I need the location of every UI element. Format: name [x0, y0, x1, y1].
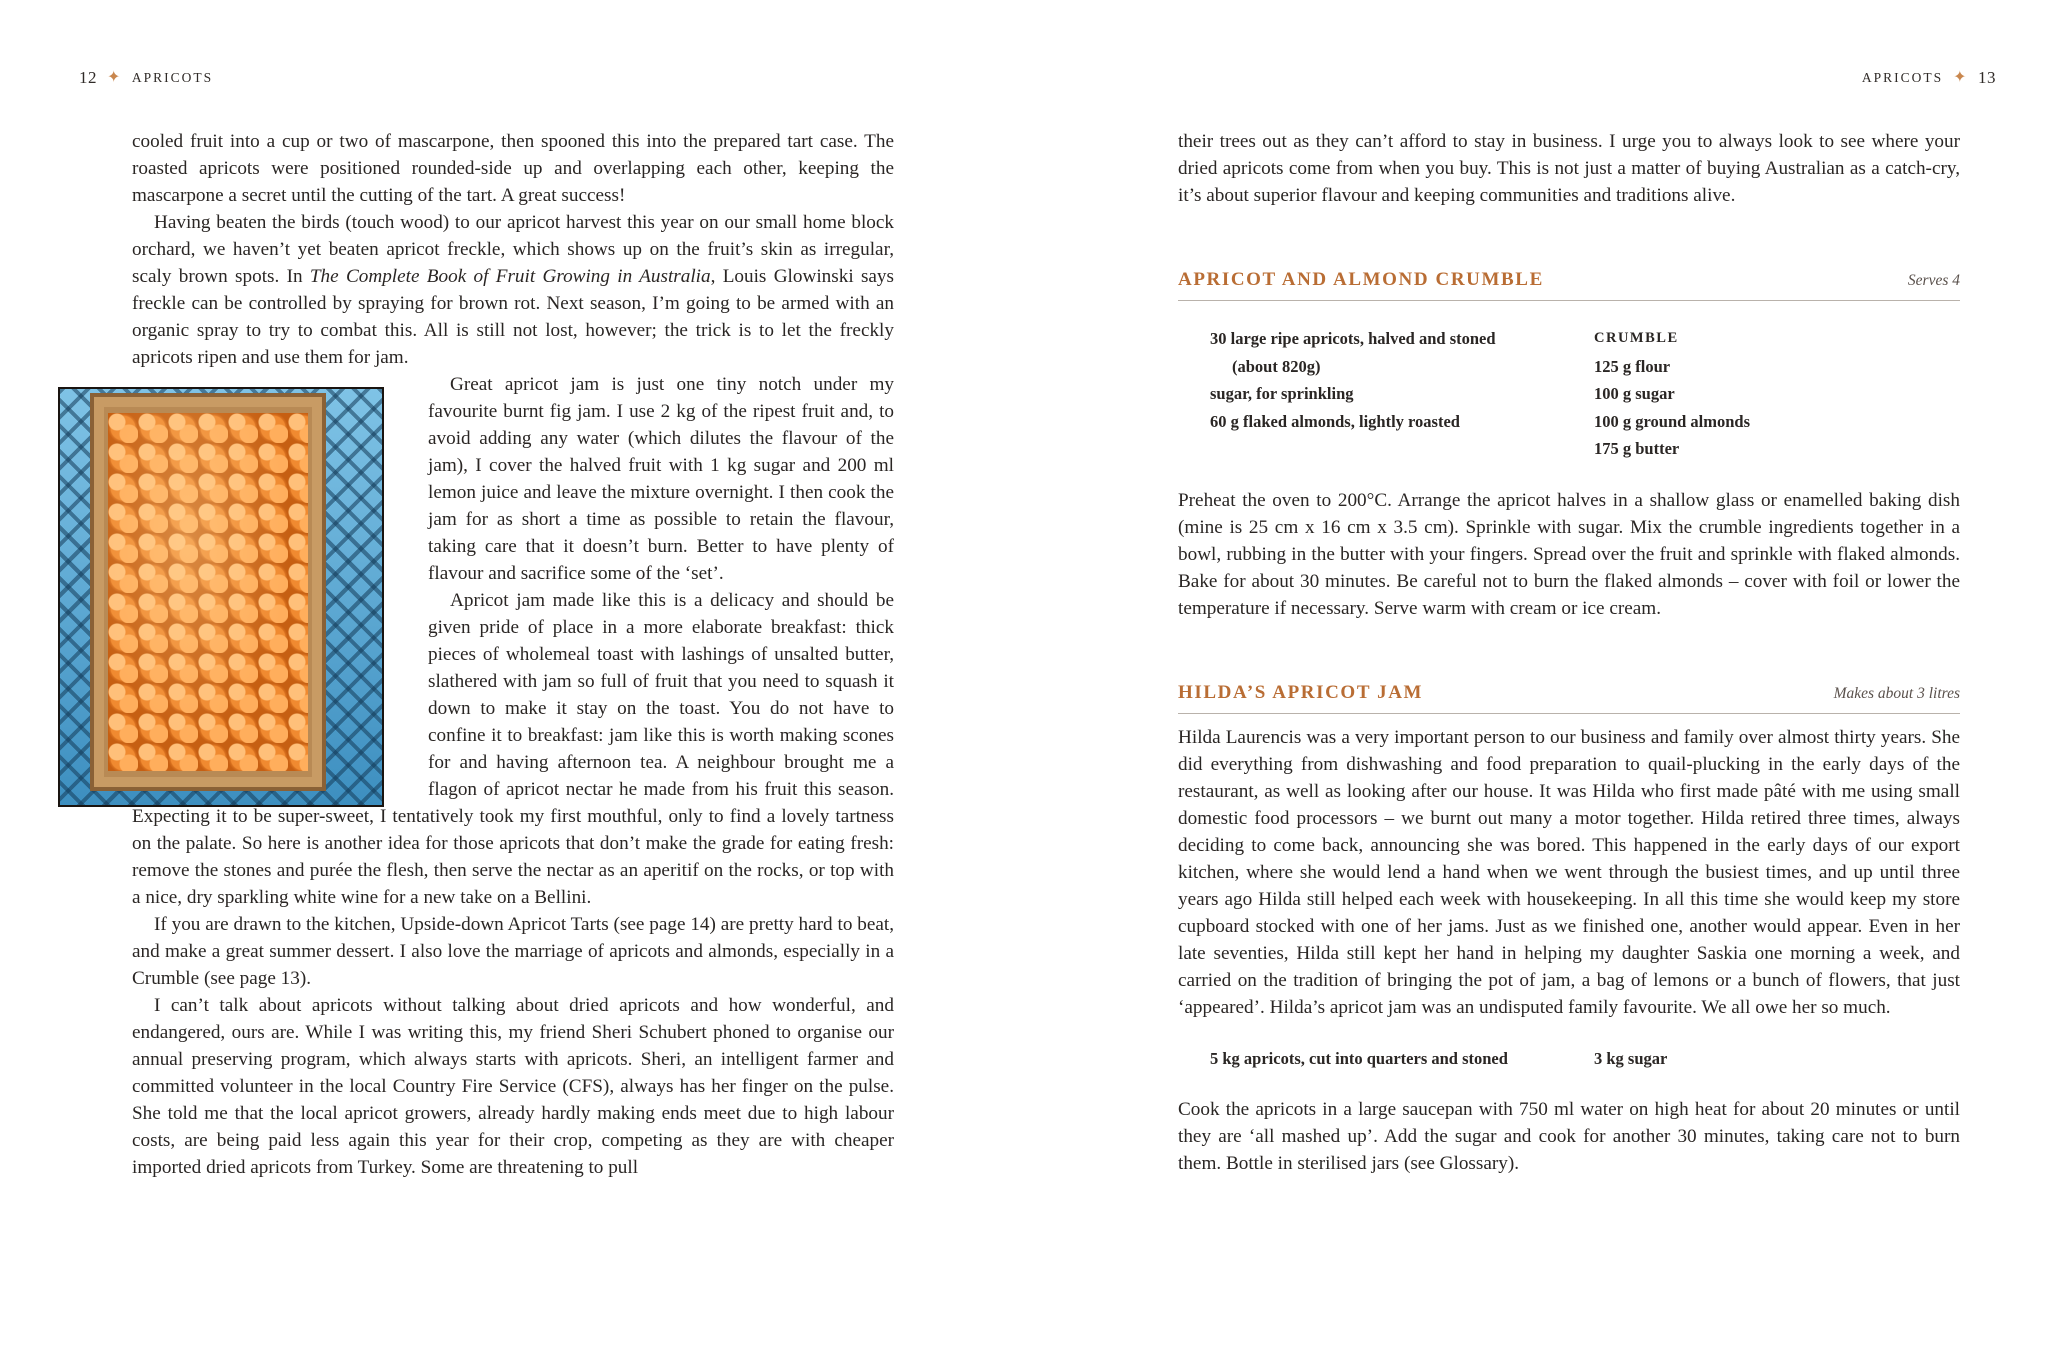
recipe-header	[1178, 679, 1960, 714]
recipe-title: HILDA’S APRICOT JAM	[1178, 681, 1424, 703]
ingredient: 175 g butter	[1594, 439, 1680, 458]
recipe-yield: Makes about 3 litres	[1833, 684, 1960, 702]
recipe-intro: Hilda Laurencis was a very important person to our business and family over almost thirty years. She did everything from dishwashing and food preparation to quail-plucking in the early days of the restaurant, as well as looking after our house. It was Hilda who first made pâté with me using small domestic food processors – we burnt out many a motor together. Hilda retired three times, always deciding to come back, announcing she was bored. This happened in the early days of our export kitchen, where she would lend a hand when we went through the busiest times, and up until three years ago Hilda still helped each week with housekeeping. In all this time she would keep my store cupboard stocked with one of her jams. Just as we finished one, another would appear. Even in her late seventies, Hilda still kept her hand in helping my daughter Saskia one morning a week, and carried on the tradition of bringing the pot of jam, a bag of lemons or a bunch of flowers, that just ‘appeared’. Hilda’s apricot jam was an undisputed family favourite. We all owe her so much.	[1178, 726, 1960, 1018]
recipe-apricot-almond-crumble	[1178, 266, 1960, 622]
recipe-title: APRICOT AND ALMOND CRUMBLE	[1178, 269, 1544, 290]
recipe-yield: Serves 4	[1907, 272, 1960, 289]
ingredient-list	[1210, 1045, 1960, 1073]
ingredient: 125 g flour	[1594, 356, 1671, 376]
ingredient: 5 kg apricots, cut into quarters and stoned	[1210, 1048, 1508, 1068]
star-ornament-icon: ✦	[107, 69, 122, 86]
ingredient: sugar, for sprinkling	[1210, 384, 1354, 403]
ingredient: (about 820g)	[1232, 356, 1321, 376]
paragraph: If you are drawn to the kitchen, Upside-down Apricot Tarts (see page 14) are pretty hard to beat, and make a great summer dessert. I also love the marriage of apricots and almonds, especially in a Crumble (see page 13).	[132, 914, 894, 989]
paragraph: cooled fruit into a cup or two of mascarpone, then spooned this into the prepared tart case. The roasted apricots were positioned rounded-side up and overlapping each other, keeping the mascarpone a secret until the cutting of the tart. A great success!	[132, 131, 894, 206]
paragraph: their trees out as they can’t afford to stay in business. I urge you to always look to see where your dried apricots come from when you buy. This is not just a matter of buying Australian as a catch-cry, it’s about superior flavour and keeping communities and traditions alive.	[1178, 131, 1960, 206]
ingredient: 100 g sugar	[1594, 384, 1675, 403]
page-number: 13	[1978, 68, 1996, 87]
recipe-method: Preheat the oven to 200°C. Arrange the apricot halves in a shallow glass or enamelled baking dish (mine is 25 cm x 16 cm x 3.5 cm). Sprinkle with sugar. Mix the crumble ingredients together in a bowl, rubbing in the butter with your fingers. Spread over the fruit and sprinkle with flaked almonds. Bake for about 30 minutes. Be careful not to burn the flaked almonds – cover with foil or lower the temperature if necessary. Serve warm with cream or ice cream.	[1178, 489, 1960, 619]
left-body-text	[132, 128, 894, 1181]
right-page	[1024, 0, 2048, 1365]
paragraph: Having beaten the birds (touch wood) to our apricot harvest this year on our small home block orchard, we haven’t yet beaten apricot freckle, which shows up on the fruit’s skin as irregular, scaly brown spots. In The Complete Book of Fruit Growing in Australia, Louis Glowinski says freckle can be controlled by spraying for brown rot. Next season, I’m going to be armed with an organic spray to try to combat this. All is still not lost, however; the trick is to let the freckly apricots ripen and use them for jam.	[132, 212, 894, 368]
ingredient-list	[1210, 325, 1960, 463]
paragraph: Apricot jam made like this is a delicacy and should be given pride of place in a more elaborate breakfast: thick pieces of wholemeal toast with lashings of unsalted butter, slathered with jam so full of fruit that you need to squash it down to make it stay on the toast. You do not have to confine it to breakfast: jam like this is worth making scones for and having afternoon tea. A neighbour brought me a flagon of apricot nectar he made from his fruit this season. Expecting it to be super-sweet, I tentatively took my first mouthful, only to find a lovely tartness on the palate. So here is another idea for those apricots that don’t make the grade for eating fresh: remove the stones and purée the flesh, then serve the nectar as an aperitif on the rocks, or top with a nice, dry sparkling white wine for a new take on a Bellini.	[132, 590, 894, 908]
recipe-hildas-apricot-jam	[1178, 679, 1960, 1178]
recipe-header	[1178, 266, 1960, 301]
ingredient: 3 kg sugar	[1594, 1048, 1668, 1068]
book-title: The Complete Book of Fruit Growing in Australia	[309, 266, 711, 287]
star-ornament-icon: ✦	[1953, 69, 1968, 86]
ingredient: 100 g ground almonds	[1594, 411, 1751, 431]
ingredient: 30 large ripe apricots, halved and stoned	[1210, 329, 1496, 348]
apricot-crate-photo	[58, 387, 384, 807]
ingredient: 60 g flaked almonds, lightly roasted	[1210, 411, 1460, 431]
paragraph: I can’t talk about apricots without talking about dried apricots and how wonderful, and endangered, ours are. While I was writing this, my friend Sheri Schubert phoned to organise our annual preserving program, which always starts with apricots. Sheri, an intelligent farmer and committed volunteer in the local Country Fire Service (CFS), always has her finger on the pulse. She told me that the local apricot growers, already hardly making ends meet due to high labour costs, are being paid less again this year for their crop, competing as they are with cheaper imported dried apricots from Turkey. Some are threatening to pull	[132, 995, 894, 1178]
recipe-method: Cook the apricots in a large saucepan with 750 ml water on high heat for about 20 minutes or until they are ‘all mashed up’. Add the sugar and cook for another 30 minutes, taking care not to burn them. Bottle in sterilised jars (see Glossary).	[1178, 1099, 1960, 1174]
right-body-text	[1178, 128, 1960, 1177]
ingredient-subheading: CRUMBLE	[1594, 330, 1679, 346]
section-name: APRICOTS	[131, 70, 214, 85]
running-head-left	[79, 68, 213, 88]
section-name: APRICOTS	[1861, 70, 1944, 85]
page-number: 12	[79, 68, 97, 87]
paragraph: Great apricot jam is just one tiny notch under my favourite burnt fig jam. I use 2 kg of the ripest fruit and, to avoid adding any water (which dilutes the flavour of the jam), I cover the halved fruit with 1 kg sugar and 200 ml lemon juice and leave the mixture overnight. I then cook the jam for as short a time as possible to retain the flavour, taking care that it doesn’t burn. Better to have plenty of flavour and sacrifice some of the ‘set’.	[132, 371, 894, 587]
running-head-right	[1862, 68, 1996, 88]
